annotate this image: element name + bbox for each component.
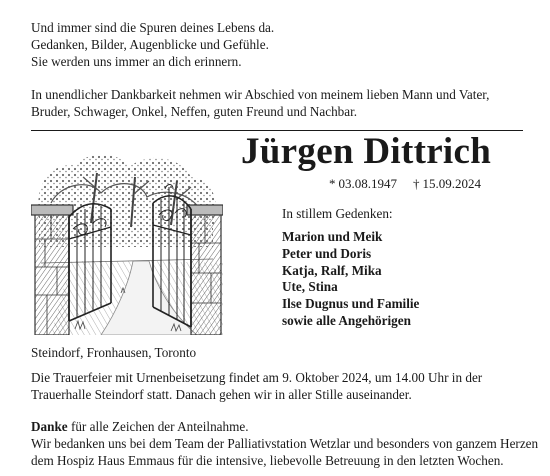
thanks-note <box>31 419 538 469</box>
mourner-entry: sowie alle Angehörigen <box>282 312 411 328</box>
birth-asterisk-icon: * <box>329 176 336 191</box>
thanks-line: dem Hospiz Haus Emmaus für die intensive, liebevolle Betreuung in den letzten Wochen. <box>31 452 504 468</box>
mourner-entry: Katja, Ralf, Mika <box>282 262 382 278</box>
thanks-line: Wir bedanken uns bei dem Team der Palliativstation Wetzlar und besonders von ganzem Herzen <box>31 435 539 451</box>
mourner-entry: Ilse Dugnus und Familie <box>282 296 420 312</box>
intro-line: Bruder, Schwager, Onkel, Neffen, guten Freund und Nachbar. <box>31 103 358 119</box>
birth-date <box>329 176 397 192</box>
in-memory-heading: In stillem Gedenken: <box>282 206 393 221</box>
mourner-entry: Peter und Doris <box>282 245 372 261</box>
verse-line: Sie werden uns immer an dich erinnern. <box>31 53 242 69</box>
right-stone-pillar <box>187 205 223 335</box>
deceased-name: Jürgen Dittrich <box>241 131 492 172</box>
funeral-service-info <box>31 370 482 404</box>
thanks-lead-word: Danke <box>31 419 68 434</box>
service-line: Die Trauerfeier mit Urnenbeisetzung findet am 9. Oktober 2024, um 14.00 Uhr in der <box>31 370 483 385</box>
death-date-value: 15.09.2024 <box>422 176 481 191</box>
thanks-lead-rest: für alle Zeichen der Anteilnahme. <box>67 419 249 434</box>
memorial-verse <box>31 20 274 70</box>
birth-date-value: 03.08.1947 <box>338 176 397 191</box>
thanks-lead-line <box>31 419 538 436</box>
mourners-list <box>282 229 419 330</box>
mourner-entry: Marion und Meik <box>282 229 383 244</box>
verse-line: Und immer sind die Spuren deines Lebens da. <box>31 20 275 35</box>
death-date <box>413 176 481 192</box>
place-names <box>31 345 196 362</box>
garden-gate-illustration <box>31 143 223 335</box>
service-line: Trauerhalle Steindorf statt. Danach gehen wir in aller Stille auseinander. <box>31 386 412 402</box>
mourner-entry: Ute, Stina <box>282 279 338 295</box>
place-line: Steindorf, Fronhausen, Toronto <box>31 345 197 360</box>
left-stone-pillar <box>31 205 73 335</box>
intro-line: In unendlicher Dankbarkeit nehmen wir Abschied von meinem lieben Mann und Vater, <box>31 87 490 102</box>
death-cross-icon: † <box>413 176 420 191</box>
farewell-intro <box>31 87 489 121</box>
verse-line: Gedanken, Bilder, Augenblicke und Gefühle. <box>31 36 269 52</box>
